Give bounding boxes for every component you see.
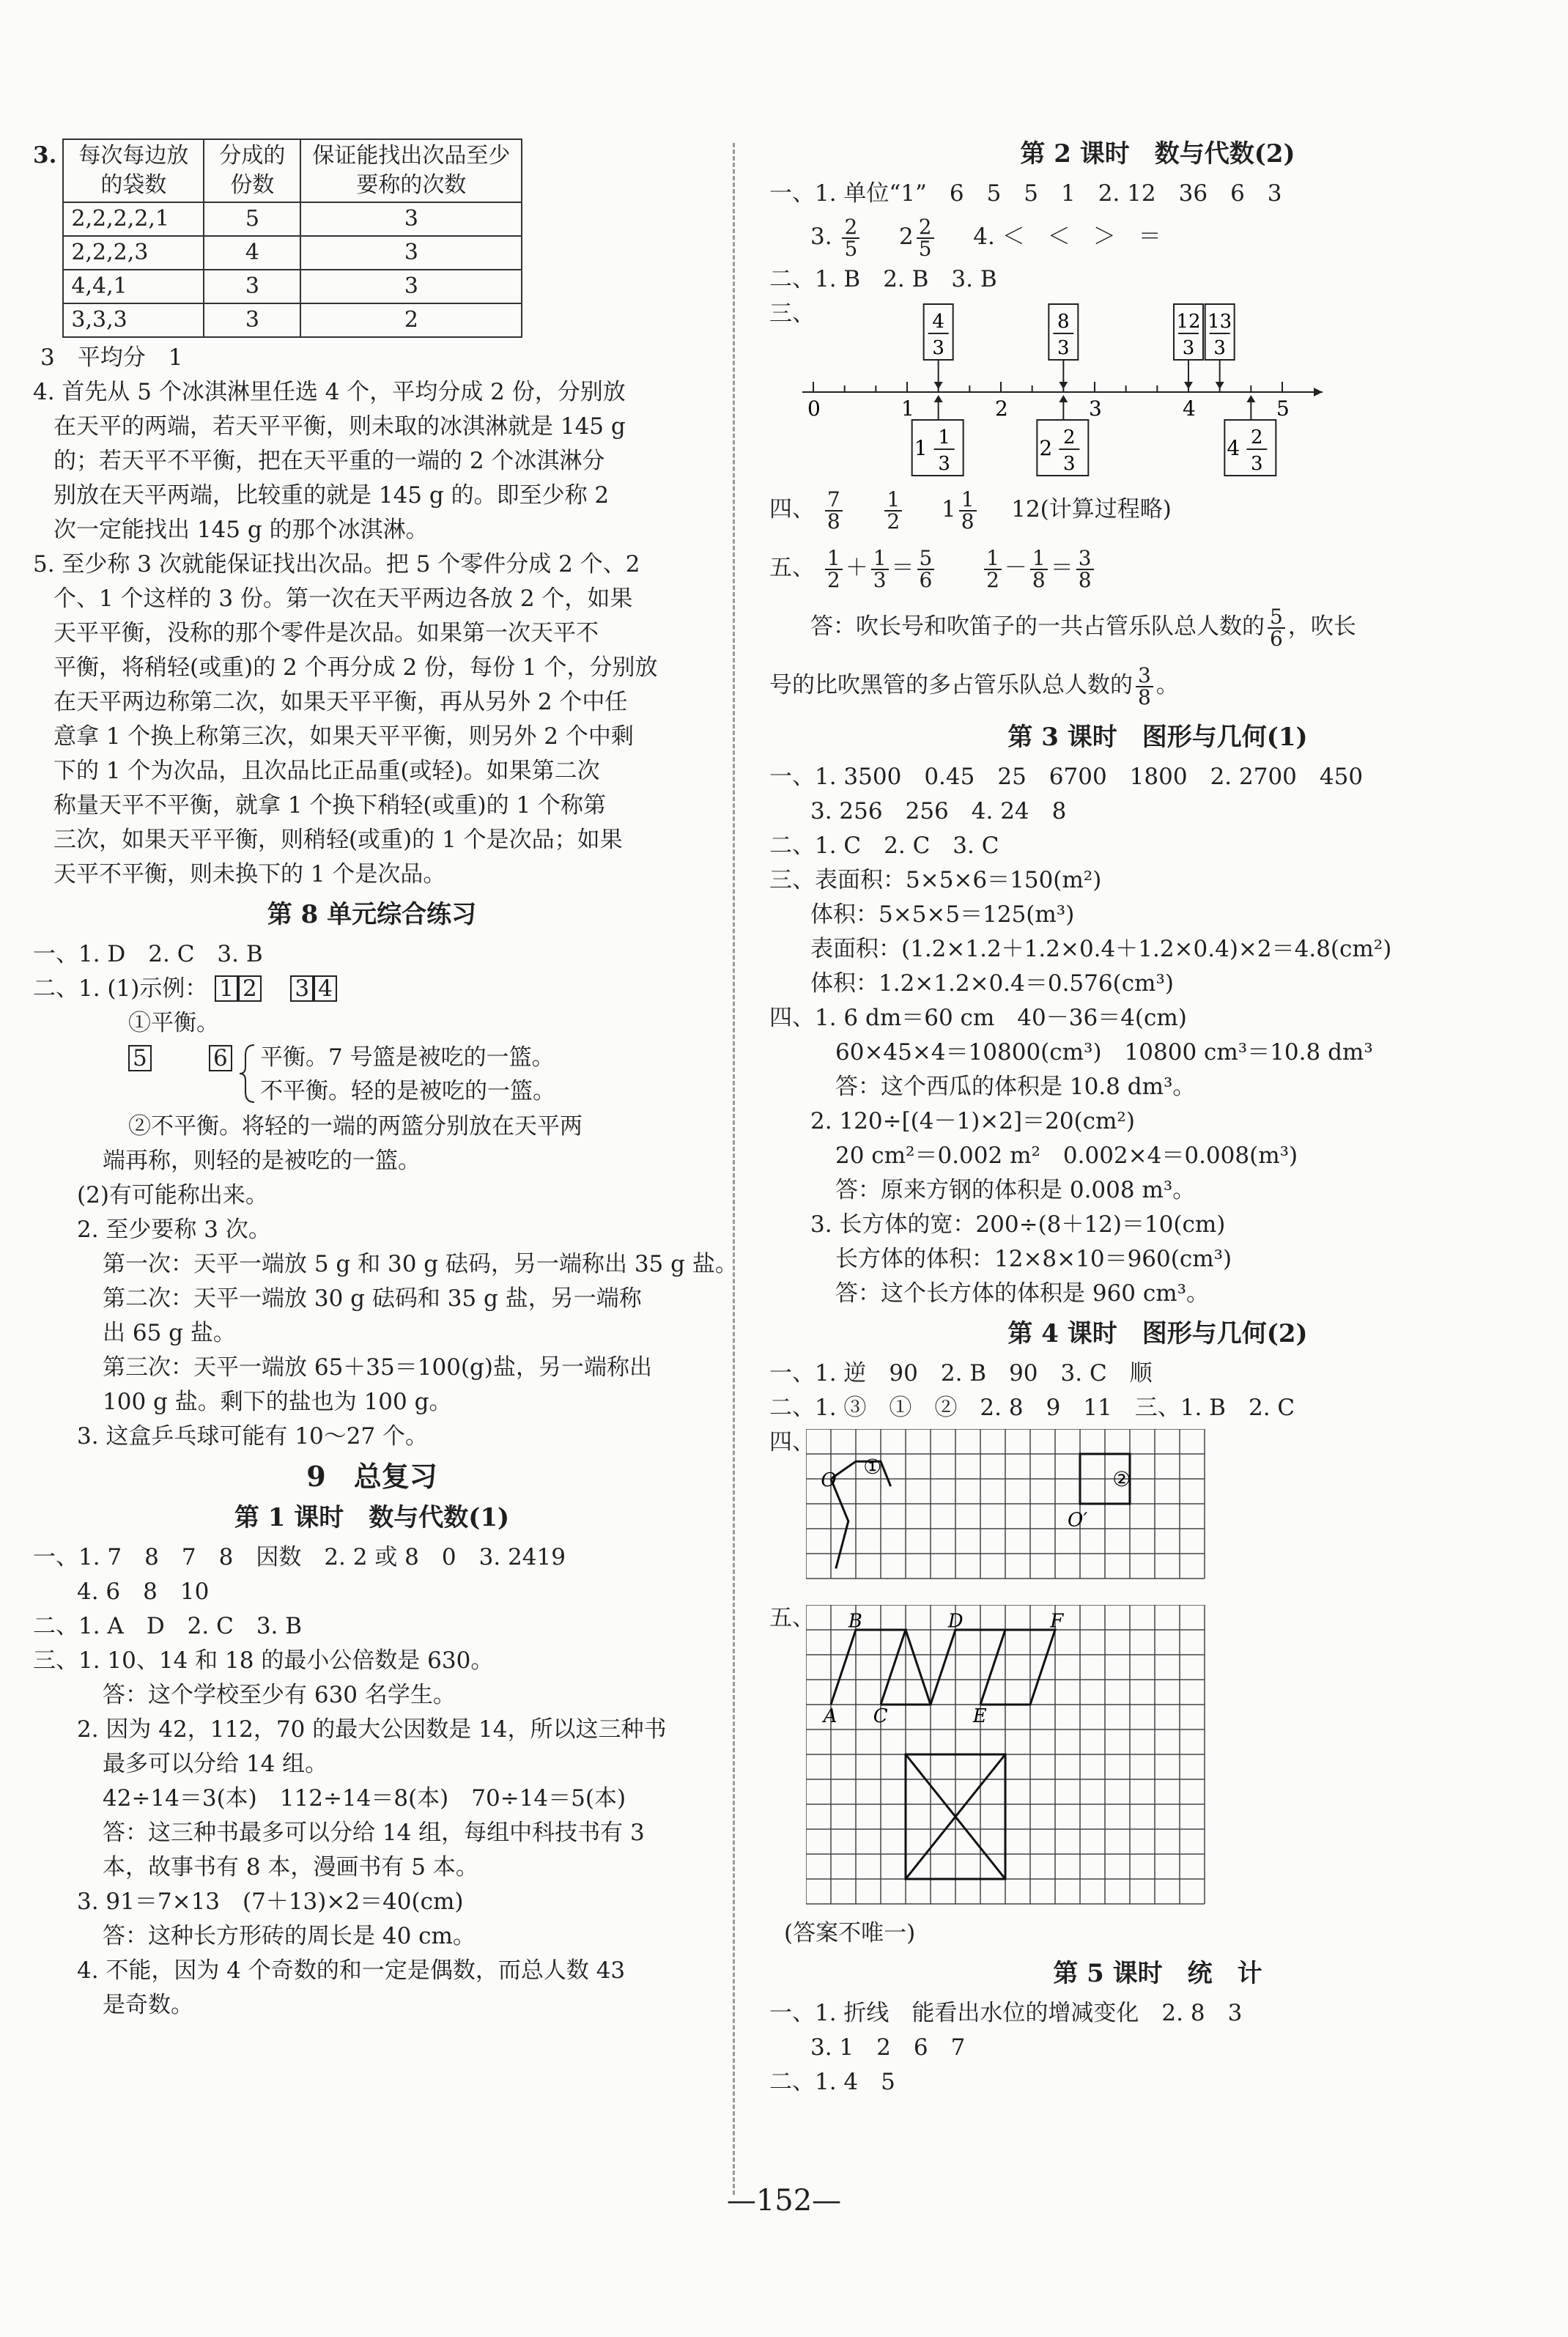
label-o: O: [821, 1469, 837, 1492]
numerator: 5: [917, 548, 935, 570]
table-cell: 2,2,2,3: [63, 236, 204, 270]
l3-line: 答：原来方钢的体积是 0.008 m³。: [835, 1177, 1196, 1203]
table-cell: 4: [204, 236, 300, 270]
l1-line: 是奇数。: [103, 1992, 193, 2018]
table-cell: 4,4,1: [63, 270, 204, 303]
u8-q2-line: 出 65 g 盐。: [103, 1320, 236, 1346]
lesson3-title: 第 3 课时 图形与几何(1): [1007, 723, 1308, 752]
table-header: 每次每边放的袋数: [63, 139, 204, 202]
l1-line: 4. 6 8 10: [77, 1579, 210, 1605]
l2-answer-1: [769, 597, 1546, 656]
numerator: 7: [825, 490, 843, 512]
q5-line: 意拿 1 个换上称第三次，如果天平平衡，则另外 2 个中剩: [53, 723, 634, 750]
numerator: 2: [1063, 427, 1076, 448]
denominator: 3: [1057, 337, 1070, 359]
arrow-icon: [1059, 382, 1068, 389]
right-column: [769, 136, 1546, 2100]
arrow-icon: [934, 395, 943, 402]
arrow-icon: [1059, 395, 1068, 402]
arrow-icon: [934, 382, 943, 389]
brace-icon: [238, 1041, 260, 1107]
numerator: 4: [932, 311, 944, 333]
l1-line: 4. 不能，因为 4 个奇数的和一定是偶数，而总人数 43: [77, 1957, 626, 1984]
tick-label: 0: [807, 396, 821, 421]
l2-line-1: 一、1. 单位“1” 6 5 5 1 2. 12 36 6 3: [769, 180, 1282, 207]
shape-line: [831, 1630, 906, 1705]
answer-text: 答：吹长号和吹笛子的一共占管乐队总人数的: [810, 613, 1265, 640]
u8-unbalance: ②不平衡。将轻的一端的两篮分别放在天平两: [128, 1113, 583, 1140]
section-label: 四、: [769, 496, 815, 523]
lesson5-title: 第 5 课时 统 计: [1053, 1959, 1262, 1988]
point-label: D: [947, 1610, 964, 1633]
numerator: 1: [984, 548, 1002, 570]
numerator: 1: [825, 548, 843, 570]
lesson2-title: 第 2 课时 数与代数(2): [1020, 139, 1295, 169]
answer-text: 。: [1155, 672, 1179, 698]
basket-box: 5: [128, 1045, 152, 1071]
l1-line: 本，故事书有 8 本，漫画书有 5 本。: [103, 1854, 478, 1880]
numerator: 1: [1030, 548, 1048, 570]
q5-line: 平衡，将稍轻(或重)的 2 个再分成 2 份，每份 1 个，分别放: [53, 654, 658, 681]
denominator: 5: [918, 236, 932, 261]
l3-line: 3. 长方体的宽：200÷(8＋12)＝10(cm): [810, 1211, 1226, 1238]
numerator: 8: [1057, 311, 1070, 333]
tick-label: 5: [1276, 396, 1290, 421]
tick-label: 4: [1183, 396, 1196, 421]
numerator: 1: [938, 427, 950, 448]
l2-line-2: 二、1. B 2. B 3. B: [769, 266, 997, 292]
u8-balance: ①平衡。: [128, 1010, 219, 1036]
table-cell: 5: [204, 202, 300, 236]
q4-line: 别放在天平两端，比较重的就是 145 g 的。即至少称 2: [53, 482, 610, 509]
denominator: 2: [887, 509, 901, 534]
l2-row-5: 五、 $\frac{1}{2}$ ＋ $\frac{1}{3}$ ＝ $\frac{5}{6}$ $\frac{1}{2}$ － $\frac{1}{8}$ ＝ $\frac{3}{8}$: [769, 539, 1546, 597]
chapter9-title: 9 总复习: [306, 1460, 437, 1493]
q5-line: 三次，如果天平平衡，则稍轻(或重)的 1 个是次品；如果: [53, 827, 623, 853]
u8-q2-line: 第一次：天平一端放 5 g 和 30 g 砝码，另一端称出 35 g 盐。: [103, 1251, 738, 1277]
table-cell: 2: [300, 303, 522, 337]
l3-line: 2. 120÷[(4－1)×2]＝20(cm²): [810, 1108, 1135, 1134]
denominator: 8: [1032, 567, 1046, 592]
denominator: 2: [986, 567, 999, 592]
l2-compare: 4. ＜ ＜ ＞ ＝: [973, 224, 1161, 250]
section-label: 五、: [769, 555, 815, 581]
numerator: 1: [959, 490, 977, 512]
q3-table: [62, 139, 522, 338]
answer-text: ，吹长: [1287, 613, 1356, 640]
u8-2b: (2)有可能称出来。: [77, 1182, 268, 1208]
whole-number: 2: [898, 224, 914, 250]
l3-line: 3. 256 256 4. 24 8: [810, 798, 1067, 824]
denominator: 3: [938, 453, 950, 475]
denominator: 8: [1078, 567, 1092, 592]
l4-line: 一、1. 逆 90 2. B 90 3. C 顺: [769, 1360, 1153, 1387]
numerator: 1: [884, 490, 902, 512]
whole-number: 2: [1039, 436, 1053, 460]
q3-number: 3.: [33, 142, 57, 169]
lesson1-title: 第 1 课时 数与代数(1): [234, 1503, 510, 1532]
denominator: 3: [873, 567, 887, 592]
fraction: [917, 545, 935, 592]
section-label: 三、: [769, 300, 815, 327]
arrow-icon: [1184, 382, 1193, 389]
u8-brace-2: 不平衡。轻的是被吃的一篮。: [260, 1078, 555, 1104]
numerator: 5: [1268, 607, 1285, 629]
note: (答案不唯一): [784, 1920, 916, 1946]
fraction: [1030, 545, 1048, 592]
l1-line: 最多可以分给 14 组。: [103, 1751, 328, 1777]
l1-line: 三、1. 10、14 和 18 的最小公倍数是 630。: [33, 1647, 494, 1674]
table-cell: 3: [300, 202, 522, 236]
lesson4-title: 第 4 课时 图形与几何(2): [1007, 1319, 1308, 1348]
table-header: 保证能找出次品至少要称的次数: [300, 139, 522, 202]
point-label: A: [823, 1705, 837, 1727]
label-circle-1: ①: [863, 1455, 882, 1480]
fraction: [984, 545, 1002, 592]
l1-line: 3. 91＝7×13 (7＋13)×2＝40(cm): [77, 1889, 464, 1915]
q4-line: 4. 首先从 5 个冰淇淋里任选 4 个，平均分成 2 份，分别放: [33, 379, 626, 405]
basket-box: 6: [209, 1045, 232, 1071]
l1-line: 答：这三种书最多可以分给 14 组，每组中科技书有 3: [103, 1820, 645, 1846]
shape-line: [831, 1479, 848, 1568]
l1-line: 答：这个学校至少有 630 名学生。: [103, 1682, 456, 1708]
denominator: 3: [1182, 337, 1195, 359]
q-number: 3.: [810, 224, 832, 250]
l5-line: 3. 1 2 6 7: [810, 2034, 966, 2061]
denominator: 8: [961, 509, 975, 534]
left-column: [33, 136, 738, 2023]
numerator: 13: [1208, 311, 1232, 333]
l3-line: 体积：1.2×1.2×0.4＝0.576(cm³): [810, 970, 1174, 997]
table-cell: 2,2,2,2,1: [63, 202, 204, 236]
q4-line: 的；若天平不平衡，把在天平重的一端的 2 个冰淇淋分: [53, 448, 605, 474]
table-cell: 3: [204, 303, 300, 337]
drawing-grid: [806, 1605, 1319, 1920]
numerator: 2: [842, 217, 859, 239]
arrow-icon: [1314, 388, 1323, 396]
fraction: [884, 487, 902, 534]
basket-box: 4: [314, 975, 337, 1002]
q4-line: 次一定能找出 145 g 的那个冰淇淋。: [53, 517, 429, 543]
fraction: [825, 487, 843, 534]
fraction: [1136, 662, 1153, 709]
u8-answers-1: 一、1. D 2. C 3. B: [33, 941, 263, 967]
l1-line: 答：这种长方形砖的周长是 40 cm。: [103, 1923, 476, 1949]
numerator: 12: [1176, 311, 1201, 333]
l3-line: 20 cm²＝0.002 m² 0.002×4＝0.008(m³): [835, 1142, 1298, 1169]
q5-line: 称量天平不平衡，就拿 1 个换下稍轻(或重)的 1 个称第: [53, 792, 607, 819]
denominator: 8: [1138, 684, 1151, 709]
u8-unbalance: 端再称，则轻的是被吃的一篮。: [103, 1148, 421, 1174]
l5-line: 二、1. 4 5: [769, 2069, 895, 2095]
numerator: 2: [1251, 427, 1263, 448]
point-label: E: [972, 1705, 987, 1727]
basket-box: 1: [215, 975, 238, 1002]
l2-row-4: [769, 480, 1546, 539]
whole-number: 1: [941, 496, 956, 523]
l1-line: 2. 因为 42，112，70 的最大公因数是 14，所以这三种书: [77, 1716, 667, 1743]
u8-example-prefix: 二、1. (1)示例：: [33, 975, 208, 1002]
u8-brace-1: 平衡。7 号篮是被吃的一篮。: [260, 1044, 555, 1071]
tick-label: 2: [995, 396, 1008, 421]
l4-line: 二、1. ③ ① ② 2. 8 9 11 三、1. B 2. C: [769, 1395, 1295, 1421]
q5-line: 个、1 个这样的 3 份。第一次在天平两边各放 2 个，如果: [53, 586, 633, 612]
l3-line: 一、1. 3500 0.45 25 6700 1800 2. 2700 450: [769, 764, 1364, 790]
basket-box: 2: [238, 975, 262, 1002]
l3-line: 60×45×4＝10800(cm³) 10800 cm³＝10.8 dm³: [835, 1039, 1373, 1066]
l3-line: 长方体的体积：12×8×10＝960(cm³): [835, 1246, 1232, 1272]
fraction: [871, 545, 889, 592]
l1-line: 一、1. 7 8 7 8 因数 2. 2 或 8 0 3. 2419: [33, 1544, 566, 1570]
denominator: 8: [826, 509, 840, 534]
shape-line: [831, 1461, 891, 1486]
shape-line: [881, 1630, 1005, 1705]
label-o-prime: O′: [1068, 1509, 1088, 1532]
denominator: 3: [932, 337, 944, 359]
u8-q2-line: 第三次：天平一端放 65＋35＝100(g)盐，另一端称出: [103, 1354, 652, 1381]
tick-label: 3: [1089, 396, 1102, 421]
page-number: —152—: [726, 2184, 842, 2218]
q4-line: 在天平的两端，若天平平衡，则未取的冰淇淋就是 145 g: [53, 413, 626, 440]
denominator: 3: [1213, 337, 1226, 359]
table-cell: 3: [300, 270, 522, 303]
whole-number: 4: [1227, 436, 1240, 460]
unit8-title: 第 8 单元综合练习: [267, 900, 477, 929]
fraction: [842, 214, 859, 261]
denominator: 5: [844, 236, 858, 261]
table-cell: 3: [204, 270, 300, 303]
numerator: 3: [1076, 548, 1094, 570]
label-circle-2: ②: [1112, 1467, 1131, 1492]
l3-line: 四、1. 6 dm＝60 cm 40－36＝4(cm): [769, 1005, 1187, 1031]
q5-line: 天平不平衡，则未换下的 1 个是次品。: [53, 861, 446, 887]
l2-row4-tail: 12(计算过程略): [1011, 496, 1172, 523]
grid5-block: [769, 1601, 1546, 1916]
fraction: [1268, 604, 1285, 651]
arrow-icon: [1216, 382, 1224, 389]
u8-q2-line: 100 g 盐。剩下的盐也为 100 g。: [103, 1389, 452, 1415]
l2-line-3: [769, 211, 1546, 262]
q5-line: 下的 1 个为次品，且次品比正品重(或轻)。如果第二次: [53, 758, 600, 784]
denominator: 6: [919, 567, 933, 592]
table-cell: 3,3,3: [63, 303, 204, 337]
shape-line: [980, 1630, 1055, 1705]
arrow-icon: [1246, 395, 1255, 402]
point-label: F: [1050, 1610, 1064, 1633]
answer-text: 号的比吹黑管的多占管乐队总人数的: [769, 672, 1133, 698]
grid4-block: [769, 1425, 1546, 1594]
u8-example-line: [33, 972, 711, 1006]
l1-line: 二、1. A D 2. C 3. B: [33, 1613, 303, 1639]
table-cell: 3: [300, 236, 522, 270]
whole-number: 1: [914, 436, 928, 460]
u8-q3: 3. 这盒乒乓球可能有 10～27 个。: [77, 1423, 429, 1450]
number-line-block: [769, 297, 1546, 480]
section-label: 四、: [769, 1429, 815, 1455]
q5-line: 天平平衡，没称的那个零件是次品。如果第一次天平不: [53, 620, 599, 646]
denominator: 2: [826, 567, 840, 592]
column-divider: [733, 143, 735, 2195]
denominator: 6: [1270, 626, 1283, 651]
l3-line: 二、1. C 2. C 3. C: [769, 832, 999, 859]
point-label: B: [848, 1610, 862, 1633]
number-line: [769, 297, 1502, 480]
point-label: C: [873, 1705, 888, 1727]
l3-line: 表面积：(1.2×1.2＋1.2×0.4＋1.2×0.4)×2＝4.8(cm²): [810, 936, 1392, 962]
section-label: 五、: [769, 1605, 815, 1631]
u8-q2-line: 2. 至少要称 3 次。: [77, 1217, 271, 1243]
numerator: 2: [917, 217, 934, 239]
q5-line: 5. 至少称 3 次就能保证找出次品。把 5 个零件分成 2 个、2: [33, 551, 640, 577]
l1-line: 42÷14＝3(本) 112÷14＝8(本) 70÷14＝5(本): [103, 1785, 626, 1812]
q3-after: 3 平均分 1: [40, 344, 183, 371]
l3-line: 三、表面积：5×5×6＝150(m²): [769, 867, 1102, 893]
u8-q2-line: 第二次：天平一端放 30 g 砝码和 35 g 盐，另一端称: [103, 1285, 642, 1312]
tick-label: 1: [901, 396, 914, 421]
fraction: [917, 214, 934, 261]
l5-line: 一、1. 折线 能看出水位的增减变化 2. 8 3: [769, 2000, 1243, 2026]
table-header: 分成的份数: [204, 139, 300, 202]
l3-line: 答：这个长方体的体积是 960 cm³。: [835, 1280, 1210, 1307]
numerator: 1: [871, 548, 889, 570]
fraction: [959, 487, 977, 534]
fraction: [1076, 545, 1094, 592]
rotation-grid: [806, 1429, 1319, 1598]
numerator: 3: [1136, 665, 1153, 687]
denominator: 3: [1251, 453, 1263, 475]
basket-box: 3: [290, 975, 314, 1002]
u8-brace-block: [33, 1041, 711, 1110]
l2-answer-2: [769, 656, 1546, 715]
fraction: [825, 545, 843, 592]
denominator: 3: [1063, 453, 1076, 475]
l3-line: 答：这个西瓜的体积是 10.8 dm³。: [835, 1074, 1196, 1100]
l3-line: 体积：5×5×5＝125(m³): [810, 901, 1075, 928]
shape-line: [906, 1630, 931, 1705]
q5-line: 在天平两边称第二次，如果天平平衡，再从另外 2 个中任: [53, 689, 628, 715]
